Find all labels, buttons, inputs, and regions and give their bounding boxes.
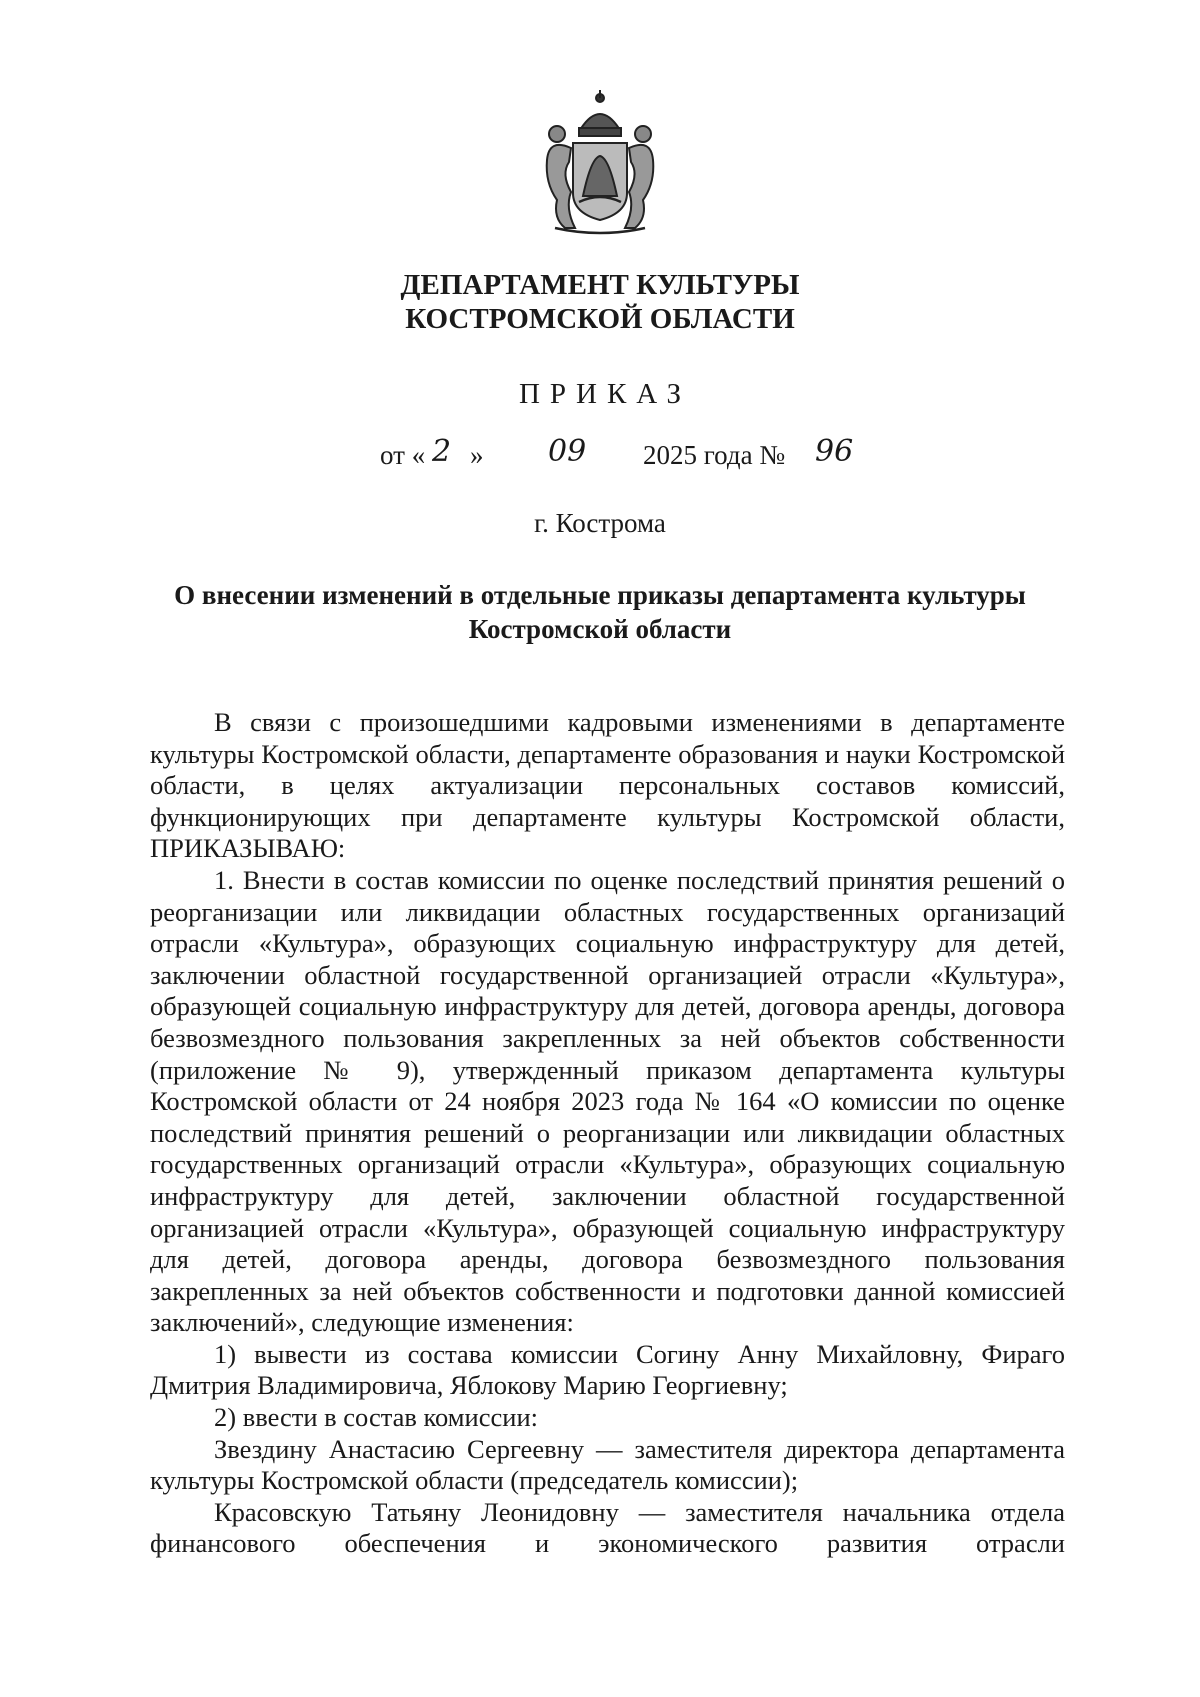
date-prefix: от «: [380, 440, 426, 470]
subject-line1: О внесении изменений в отдельные приказы департамента культуры: [174, 580, 1026, 610]
date-line: [0, 434, 1200, 480]
paragraph: 1) вывести из состава комиссии Согину Анну Михайловну, Фираго Дмитрия Владимировича, Яблокову Марию Георгиевну;: [150, 1338, 1065, 1401]
document-body: [150, 707, 1065, 1560]
paragraph: В связи с произошедшими кадровыми изменениями в департаменте культуры Костромской области, департаменте образования и науки Костромской области, в целях актуализации персональных составов комиссий, функционирующих при департаменте культуры Костромской области, ПРИКАЗЫВАЮ:: [150, 707, 1065, 864]
paragraph: Красовскую Татьяну Леонидовну — заместителя начальника отдела финансового обеспечения и экономического развития отрасли: [150, 1496, 1065, 1559]
paragraph: 1. Внести в состав комиссии по оценке последствий принятия решений о реорганизации или ликвидации областных государственных организаций отрасли «Культура», образующих социальную инфраструктуру для детей, заключении областной государственной организацией отрасли «Культура», образующей социальную инфраструктуру для детей, договора аренды, договора безвозмездного пользования закрепленных за ней объектов собственности (приложение № 9), утвержденный приказом департамента культуры Костромской области от 24 ноября 2023 года № 164 «О комиссии по оценке последствий принятия решений о реорганизации или ликвидации областных государственных организаций отрасли «Культура», образующих социальную инфраструктуру для детей, заключении областной государственной организацией отрасли «Культура», образующей социальную инфраструктуру для детей, договора аренды, договора безвозмездного пользования закрепленных за ней объектов собственности и подготовки данной комиссией заключений», следующие изменения:: [150, 864, 1065, 1338]
paragraph: 2) ввести в состав комиссии:: [214, 1402, 538, 1433]
date-day: 2: [432, 434, 452, 469]
coat-of-arms-icon: [535, 88, 665, 238]
order-number: 96: [815, 434, 854, 469]
department-name-line2: КОСТРОМСКОЙ ОБЛАСТИ: [405, 303, 795, 335]
department-name-line1: ДЕПАРТАМЕНТ КУЛЬТУРЫ: [400, 269, 800, 301]
city-line: г. Кострома: [534, 508, 666, 538]
subject-line2: Костромской области: [468, 614, 732, 644]
department-name: [0, 268, 1200, 336]
paragraph: Звездину Анастасию Сергеевну — заместителя директора департамента культуры Костромской области (председатель комиссии);: [150, 1433, 1065, 1496]
date-quote-close: »: [470, 440, 484, 470]
date-year-number-label: 2025 года №: [643, 440, 786, 470]
date-month: 09: [548, 434, 587, 469]
subject-title: [0, 578, 1200, 646]
document-type: ПРИКАЗ: [518, 378, 692, 410]
